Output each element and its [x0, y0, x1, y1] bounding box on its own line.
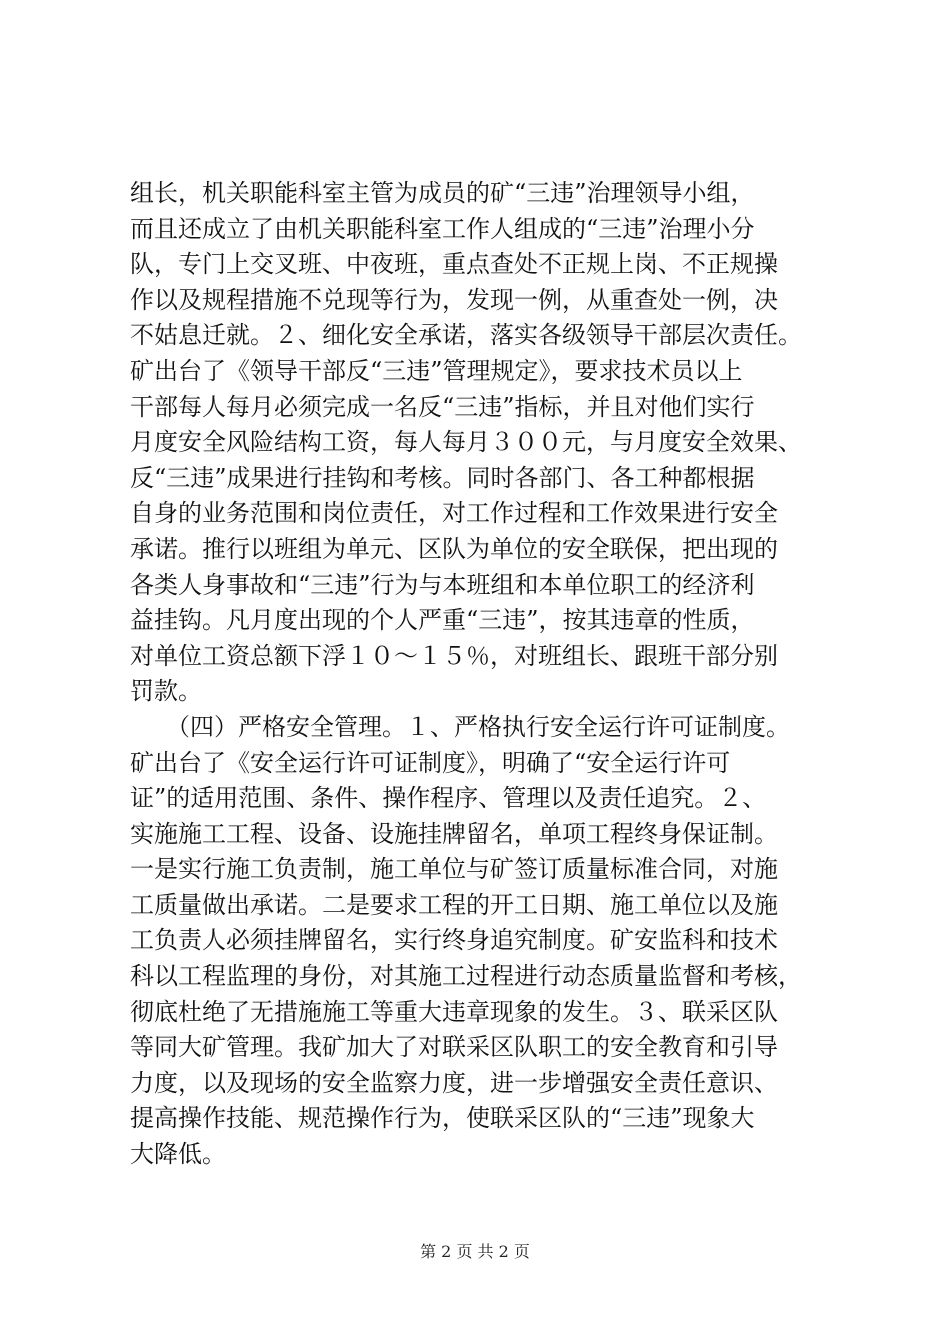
text-line: 大降低。	[130, 1140, 226, 1169]
text-line: 月度安全风险结构工资，每人每月３００元，与月度安全效果、	[130, 428, 802, 457]
text-line: 承诺。推行以班组为单元、区队为单位的安全联保，把出现的	[130, 534, 778, 563]
text-line: 各类人身事故和“三违”行为与本班组和本单位职工的经济利	[130, 570, 755, 599]
text-line: 组长，机关职能科室主管为成员的矿“三违”治理领导小组，	[130, 179, 755, 207]
page-number: 第 2 页 共 2 页	[420, 1242, 530, 1261]
text-line: 罚款。	[130, 677, 202, 706]
text-line: 不姑息迁就。２、细化安全承诺，落实各级领导干部层次责任。	[130, 321, 802, 350]
text-line: 而且还成立了由机关职能科室工作人组成的“三违”治理小分	[130, 214, 755, 243]
text-line: 自身的业务范围和岗位责任，对工作过程和工作效果进行安全	[130, 499, 778, 528]
text-line: 队，专门上交叉班、中夜班，重点查处不正规上岗、不正规操	[130, 250, 778, 279]
text-line: 工质量做出承诺。二是要求工程的开工日期、施工单位以及施	[130, 890, 778, 919]
text-line: 等同大矿管理。我矿加大了对联采区队职工的安全教育和引导	[130, 1033, 778, 1062]
text-line: 益挂钩。凡月度出现的个人严重“三违”，按其违章的性质，	[130, 606, 755, 635]
text-line: 彻底杜绝了无措施施工等重大违章现象的发生。３、联采区队	[130, 997, 778, 1026]
text-line: 工负责人必须挂牌留名，实行终身追究制度。矿安监科和技术	[130, 926, 778, 955]
text-line: 力度，以及现场的安全监察力度，进一步增强安全责任意识、	[130, 1068, 778, 1097]
text-line: 作以及规程措施不兑现等行为，发现一例，从重查处一例，决	[130, 285, 778, 314]
text-line: 反“三违”成果进行挂钩和考核。同时各部门、各工种都根据	[130, 463, 755, 492]
text-line: 对单位工资总额下浮１０～１５％，对班组长、跟班干部分别	[130, 641, 778, 670]
text-line: 一是实行施工负责制，施工单位与矿签订质量标准合同，对施	[130, 855, 778, 884]
text-line: （四）严格安全管理。１、严格执行安全运行许可证制度。	[130, 712, 790, 741]
text-line: 实施施工工程、设备、设施挂牌留名，单项工程终身保证制。	[130, 819, 778, 848]
text-line: 矿出台了《领导干部反“三违”管理规定》，要求技术员以上	[130, 356, 743, 385]
text-line: 干部每人每月必须完成一名反“三违”指标，并且对他们实行	[130, 392, 755, 421]
page-footer	[0, 1240, 950, 1264]
text-line: 科以工程监理的身份，对其施工过程进行动态质量监督和考核，	[130, 962, 802, 991]
text-line: 证”的适用范围、条件、操作程序、管理以及责任追究。２、	[130, 784, 767, 813]
text-line: 矿出台了《安全运行许可证制度》，明确了“安全运行许可	[130, 748, 731, 777]
body-text	[130, 176, 850, 1173]
text-line: 提高操作技能、规范操作行为，使联采区队的“三违”现象大	[130, 1104, 755, 1133]
